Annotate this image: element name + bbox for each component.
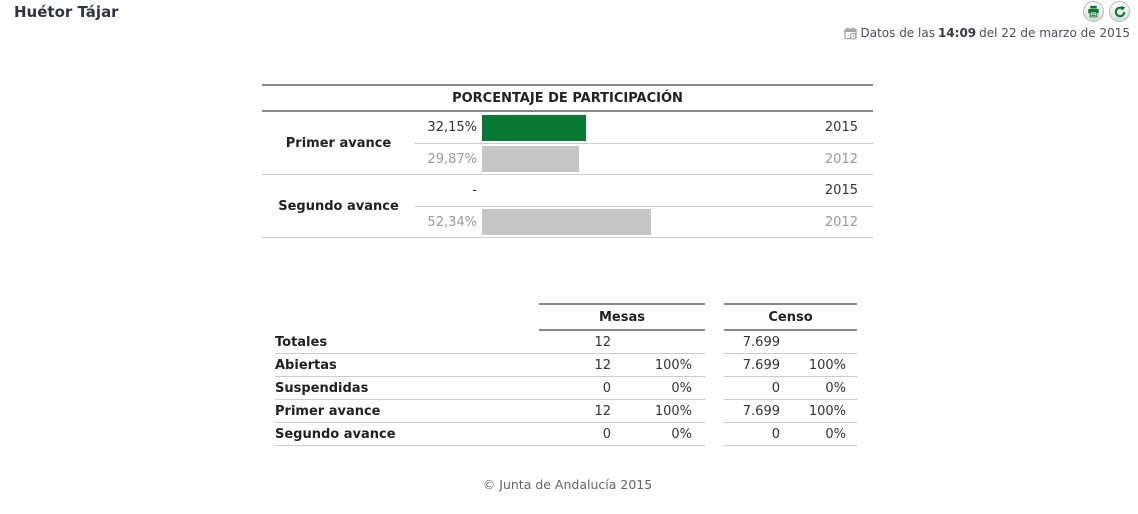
refresh-icon (1113, 5, 1127, 19)
mesas-value: 0 (539, 423, 623, 446)
toolbar (1083, 1, 1130, 22)
chart-row-2015 (415, 175, 873, 206)
chart-group-primer-avance (262, 112, 873, 175)
summary-table (275, 303, 857, 446)
participation-bar-2012 (482, 146, 579, 172)
timestamp-prefix: Datos de las (860, 26, 935, 40)
bar-track (477, 209, 815, 235)
chart-row-2012 (415, 143, 873, 174)
mesas-pct: 100% (623, 354, 705, 377)
year-label: 2015 (824, 183, 858, 198)
chart-group-label: Segundo avance (278, 198, 399, 214)
column-header-mesas: Mesas (539, 303, 705, 331)
bar-track (477, 146, 815, 172)
censo-value: 7.699 (724, 354, 790, 377)
censo-value: 7.699 (724, 400, 790, 423)
header-spacer (275, 303, 539, 331)
year-label: 2012 (824, 151, 858, 167)
header-gap (705, 303, 724, 331)
mesas-value: 12 (539, 354, 623, 377)
data-timestamp (844, 26, 1130, 40)
participation-value: - (472, 183, 477, 198)
row-label: Primer avance (275, 400, 539, 423)
timestamp-suffix: del 22 de marzo de 2015 (979, 26, 1130, 40)
chart-title: PORCENTAJE DE PARTICIPACIÓN (262, 84, 873, 112)
participation-bar-2015 (482, 115, 586, 141)
row-label: Segundo avance (275, 423, 539, 446)
mesas-pct (623, 331, 705, 354)
mesas-pct: 100% (623, 400, 705, 423)
row-label: Abiertas (275, 354, 539, 377)
mesas-pct: 0% (623, 377, 705, 400)
censo-pct: 0% (790, 377, 857, 400)
calendar-clock-icon (844, 27, 857, 40)
copyright-footer: © Junta de Andalucía 2015 (482, 477, 653, 492)
refresh-button[interactable] (1109, 1, 1130, 22)
chart-row-2012 (415, 206, 873, 237)
chart-row-2015 (415, 112, 873, 143)
censo-pct: 100% (790, 400, 857, 423)
censo-pct: 100% (790, 354, 857, 377)
chart-group-label: Primer avance (285, 135, 392, 151)
row-label: Suspendidas (275, 377, 539, 400)
participation-chart (262, 84, 873, 238)
page-title: Huétor Tájar (14, 3, 119, 21)
column-header-censo: Censo (724, 303, 857, 331)
chart-group-segundo-avance (262, 175, 873, 238)
mesas-value: 12 (539, 400, 623, 423)
censo-value: 7.699 (724, 331, 790, 354)
participation-value: 52,34% (427, 214, 477, 230)
year-label: 2012 (824, 214, 858, 230)
censo-pct: 0% (790, 423, 857, 446)
year-label: 2015 (824, 120, 858, 135)
censo-pct (790, 331, 857, 354)
censo-value: 0 (724, 377, 790, 400)
bar-track (477, 115, 815, 141)
mesas-pct: 0% (623, 423, 705, 446)
mesas-value: 0 (539, 377, 623, 400)
censo-value: 0 (724, 423, 790, 446)
printer-icon (1087, 5, 1100, 18)
print-button[interactable] (1083, 1, 1104, 22)
timestamp-time: 14:09 (937, 26, 977, 40)
row-label: Totales (275, 331, 539, 354)
participation-bar-2012 (482, 209, 651, 235)
mesas-value: 12 (539, 331, 623, 354)
participation-value: 29,87% (427, 151, 477, 167)
participation-value: 32,15% (427, 120, 477, 135)
